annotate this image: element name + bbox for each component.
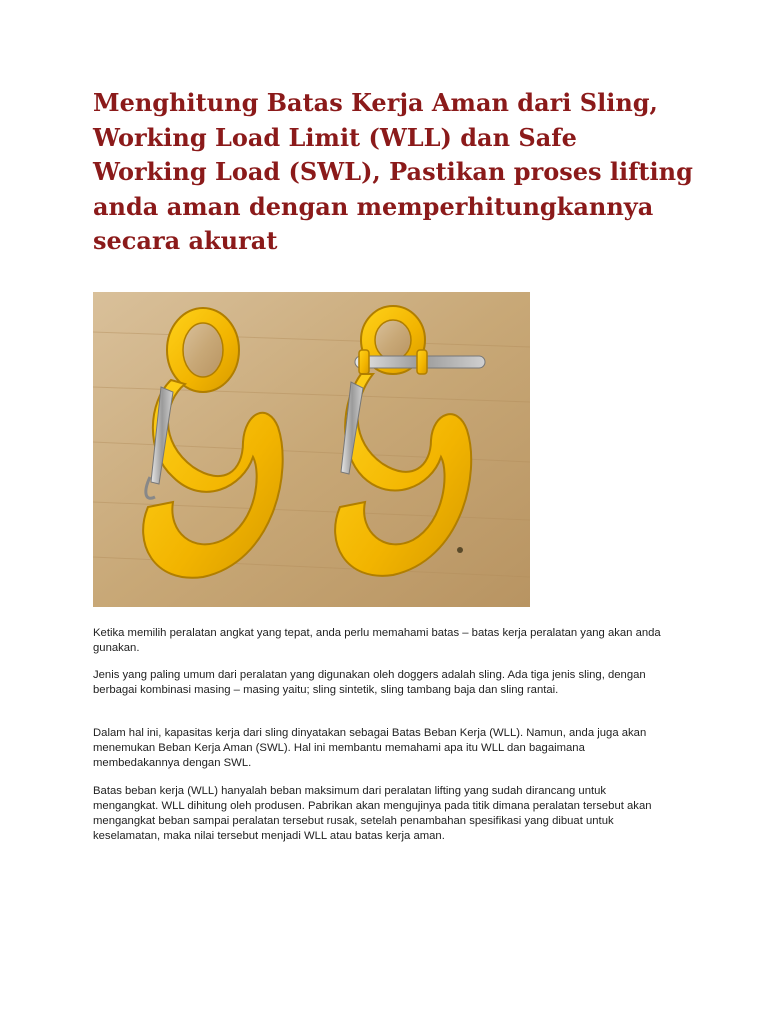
paragraph-intro: Ketika memilih peralatan angkat yang tepat, anda perlu memahami batas – batas kerja peralatan yang akan anda gunakan. xyxy=(93,627,661,654)
paragraph-wll-definition: Batas beban kerja (WLL) hanyalah beban maksimum dari peralatan lifting yang sudah dirancang untuk mengangkat. WLL dihitung oleh produsen. Pabrikan akan mengujinya pada titik dimana peralatan tersebut akan mengangkat beban sampai peralatan tersebut rusak, setelah penambahan spesifikasi yang dibuat untuk keselamatan, maka nilai tersebut menjadi WLL atau batas kerja aman. xyxy=(93,785,652,842)
paragraph-wll-swl: Dalam hal ini, kapasitas kerja dari sling dinyatakan sebagai Batas Beban Kerja (WLL). Namun, anda juga akan menemukan Beban Kerja Aman (SWL). Hal ini membantu memahami apa itu WLL dan bagaimana membedakannya dengan SWL. xyxy=(93,727,647,769)
paragraph-sling-types: Jenis yang paling umum dari peralatan yang digunakan oleh doggers adalah sling. Ada tiga jenis sling, dengan berbagai kombinasi masing – masing yaitu; sling sintetik, sling tambang baja dan sling rantai. xyxy=(93,669,646,696)
article-title: Menghitung Batas Kerja Aman dari Sling, Working Load Limit (WLL) dan Safe Working Load (SWL), Pastikan proses lifting anda aman dengan memperhitungkannya secara akurat xyxy=(93,88,693,255)
lifting-hooks-photo xyxy=(93,292,530,607)
